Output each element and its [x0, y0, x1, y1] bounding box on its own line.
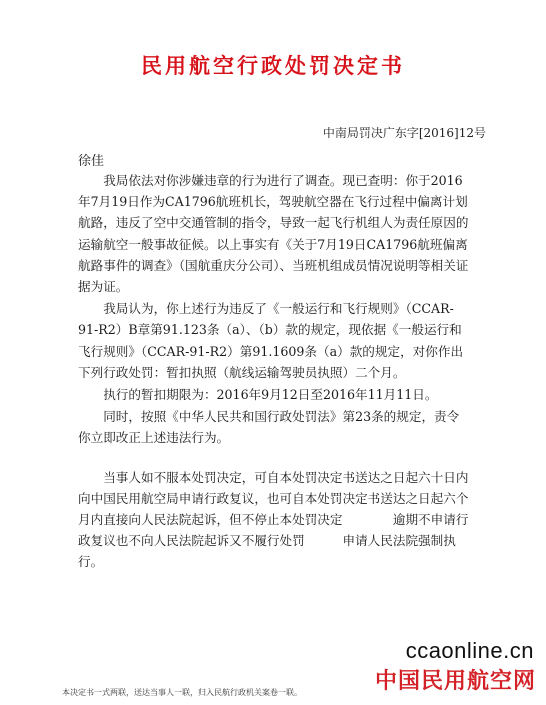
- paragraph-period: 执行的暂扣期限为：2016年9月12日至2016年11月11日。: [103, 387, 438, 403]
- document-number: 中南局罚决广东字[2016]12号: [322, 126, 486, 140]
- watermark-url: ccaonline.cn: [405, 638, 534, 663]
- paragraph-penalty: 我局认为，你上述行为违反了《一般运行和飞行规则》（CCAR-91-R2）B章第91.123条（a）、（b）款的规定，现依据《一般运行和飞行规则》（CCAR-91-R2）第91.1609条（a）款的规定，对你作出下列行政处罚：暂扣执照（航线运输驾驶员执照）二个月。: [78, 301, 464, 380]
- paragraph-appeal: 当事人如不服本处罚决定，可自本处罚决定书送达之日起六十日内向中国民用航空局申请行政复议，也可自本处罚决定书送达之日起六个月内直接向人民法院起诉，但不停止本处罚决定 逾期不申请行政复议也不向人民法院起诉又不履行处罚 申请人民法院强制执行。: [78, 469, 469, 570]
- footnote: 本决定书一式两联，送达当事人一联，归入民航行政机关案卷一联。: [62, 688, 302, 697]
- paragraph-correction: 同时，按照《中华人民共和国行政处罚法》第23条的规定，责令你立即改正上述违法行为。: [78, 409, 460, 446]
- addressee: 徐佳: [78, 154, 105, 169]
- document-body: [78, 170, 470, 573]
- paragraph-findings: 我局依法对你涉嫌违章的行为进行了调查。现已查明：你于2016年7月19日作为CA1796航班机长，驾驶航空器在飞行过程中偏离计划航路，违反了空中交通管制的指令，导致一起飞行机组人为责任原因的运输航空一般事故征候。以上事实有《关于7月19日CA1796航班偏离航路事件的调查》（国航重庆分公司）、当班机组成员情况说明等相关证据为证。: [78, 173, 469, 295]
- document-title: 民用航空行政处罚决定书: [141, 53, 405, 78]
- watermark-logo-text: 中国民用航空网: [374, 668, 536, 693]
